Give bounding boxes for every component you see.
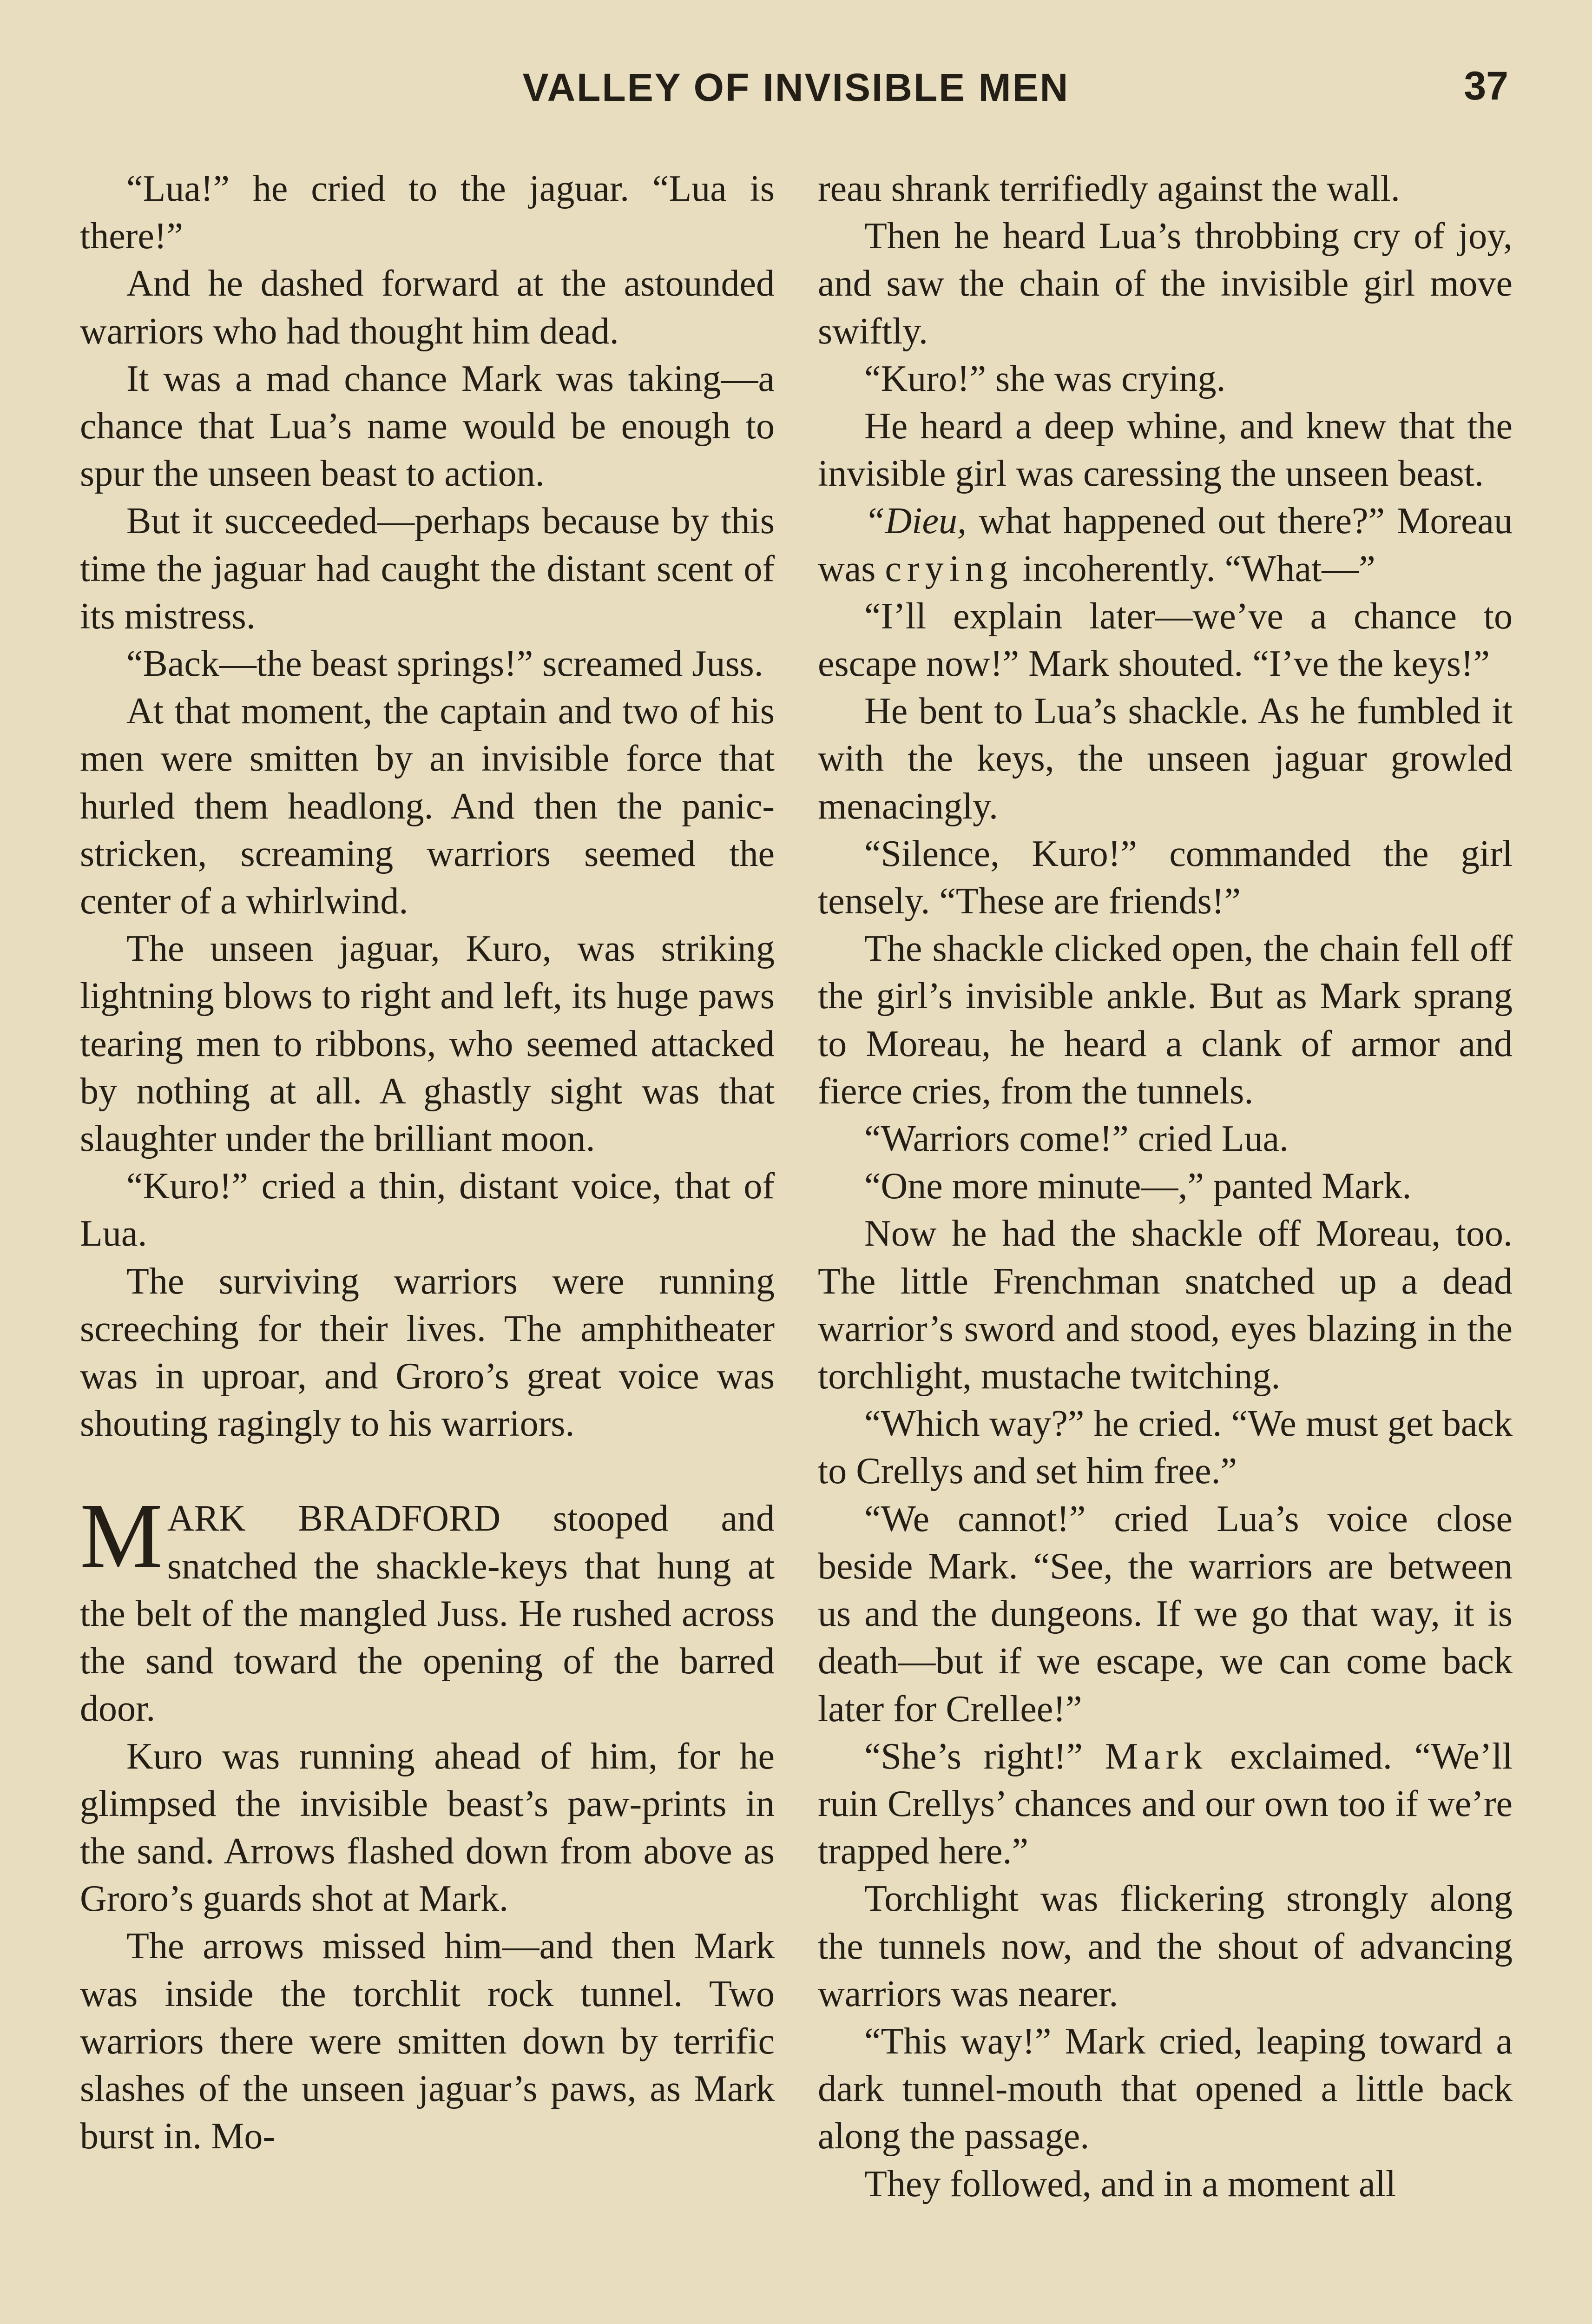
paragraph: He bent to Lua’s shackle. As he fumbled it with the keys, the unseen jaguar growled menacingly.: [818, 691, 1513, 827]
paragraph: But it succeeded—perhaps because by this time the jaguar had caught the distant scent of its mistress.: [80, 501, 775, 637]
continued-paragraph: reau shrank terrifiedly against the wall.: [818, 168, 1400, 209]
letterspaced-word: Mark: [1105, 1736, 1208, 1777]
section-lead-in: ARK BRADFORD: [167, 1498, 501, 1539]
paragraph: At that moment, the captain and two of his men were smitten by an invisible force that hurled them headlong. And then the panic-stricken, screaming warriors seemed the center of a whirlwind.: [80, 691, 775, 922]
left-column: [80, 165, 775, 2160]
running-title: VALLEY OF INVISIBLE MEN: [522, 66, 1070, 109]
paragraph: “Back—the beast springs!” screamed Juss.: [126, 643, 763, 685]
paragraph: Kuro was running ahead of him, for he glimpsed the invisible beast’s paw-prints in the sand. Arrows flashed down from above as Groro’s guards shot at Mark.: [80, 1736, 775, 1920]
section-lead-text: stooped and snatched the shackle-keys that hung at the belt of the mangled Juss. He rushed across the sand toward the opening of the barred door.: [80, 1498, 775, 1730]
paragraph: “Lua!” he cried to the jaguar. “Lua is there!”: [80, 168, 775, 257]
paragraph: The unseen jaguar, Kuro, was striking lightning blows to right and left, its huge paws tearing men to ribbons, who seemed attacked by nothing at all. A ghastly sight was that slaughter under the brilliant moon.: [80, 928, 775, 1160]
paragraph: The shackle clicked open, the chain fell off the girl’s invisible ankle. But as Mark sprang to Moreau, he heard a clank of armor and fierce cries, from the tunnels.: [818, 928, 1513, 1112]
right-column: [818, 165, 1513, 2208]
paragraph: “Which way?” he cried. “We must get back to Crellys and set him free.”: [818, 1403, 1513, 1492]
paragraph: The arrows missed him—and then Mark was inside the torchlit rock tunnel. Two warriors there were smitten down by terrific slashes of the unseen jaguar’s paws, as Mark burst in. Mo-: [80, 1926, 775, 2157]
paragraph: He heard a deep whine, and knew that the invisible girl was caressing the unseen beast.: [818, 406, 1513, 495]
paragraph: [818, 1733, 1513, 1875]
paragraph: “Kuro!” cried a thin, distant voice, that of Lua.: [80, 1166, 775, 1254]
paragraph-text: incoherently. “What—”: [1013, 548, 1375, 589]
paragraph: “I’ll explain later—we’ve a chance to escape now!” Mark shouted. “I’ve the keys!”: [818, 595, 1513, 685]
paragraph: Torchlight was flickering strongly along the tunnels now, and the shout of advancing warriors was nearer.: [818, 1878, 1513, 2014]
italic-word: “Dieu,: [864, 501, 967, 542]
page-header: [0, 56, 1592, 116]
letterspaced-word: crying: [885, 548, 1013, 589]
paragraph: “Kuro!” she was crying.: [864, 358, 1226, 399]
paragraph: [818, 497, 1513, 592]
paragraph-text: exclaimed. “We’ll ruin Crellys’ chances and our own too if we’re trapped here.”: [818, 1736, 1513, 1872]
paragraph: Now he had the shackle off Moreau, too. The little Frenchman snatched up a dead warrior’s sword and stood, eyes blazing in the torchlight, mustache twitching.: [818, 1213, 1513, 1397]
paragraph: It was a mad chance Mark was taking—a chance that Lua’s name would be enough to spur the unseen beast to action.: [80, 358, 775, 495]
paragraph: The surviving warriors were running screeching for their lives. The amphitheater was in uproar, and Groro’s great voice was shouting ragingly to his warriors.: [80, 1261, 775, 1445]
paragraph-text: what happened out there?” Moreau was: [818, 501, 1513, 589]
section-opening-paragraph: [80, 1485, 775, 1732]
section-break: [80, 1447, 775, 1495]
page-number: 37: [1464, 64, 1508, 108]
paragraph: “Warriors come!” cried Lua.: [864, 1118, 1289, 1160]
paragraph: They followed, and in a moment all: [864, 2163, 1396, 2205]
drop-cap: M: [80, 1485, 163, 1588]
paragraph: And he dashed forward at the astounded warriors who had thought him dead.: [80, 263, 775, 352]
paragraph: “We cannot!” cried Lua’s voice close beside Mark. “See, the warriors are between us and the dungeons. If we go that way, it is death—but if we escape, we can come back later for Crellee!”: [818, 1498, 1513, 1730]
paragraph-text: “She’s right!”: [864, 1736, 1105, 1777]
paragraph: “Silence, Kuro!” commanded the girl tensely. “These are friends!”: [818, 833, 1513, 922]
paragraph: “This way!” Mark cried, leaping toward a dark tunnel-mouth that opened a little back along the passage.: [818, 2020, 1513, 2157]
paragraph: Then he heard Lua’s throbbing cry of joy, and saw the chain of the invisible girl move swiftly.: [818, 216, 1513, 352]
paragraph: “One more minute—,” panted Mark.: [864, 1166, 1412, 1207]
